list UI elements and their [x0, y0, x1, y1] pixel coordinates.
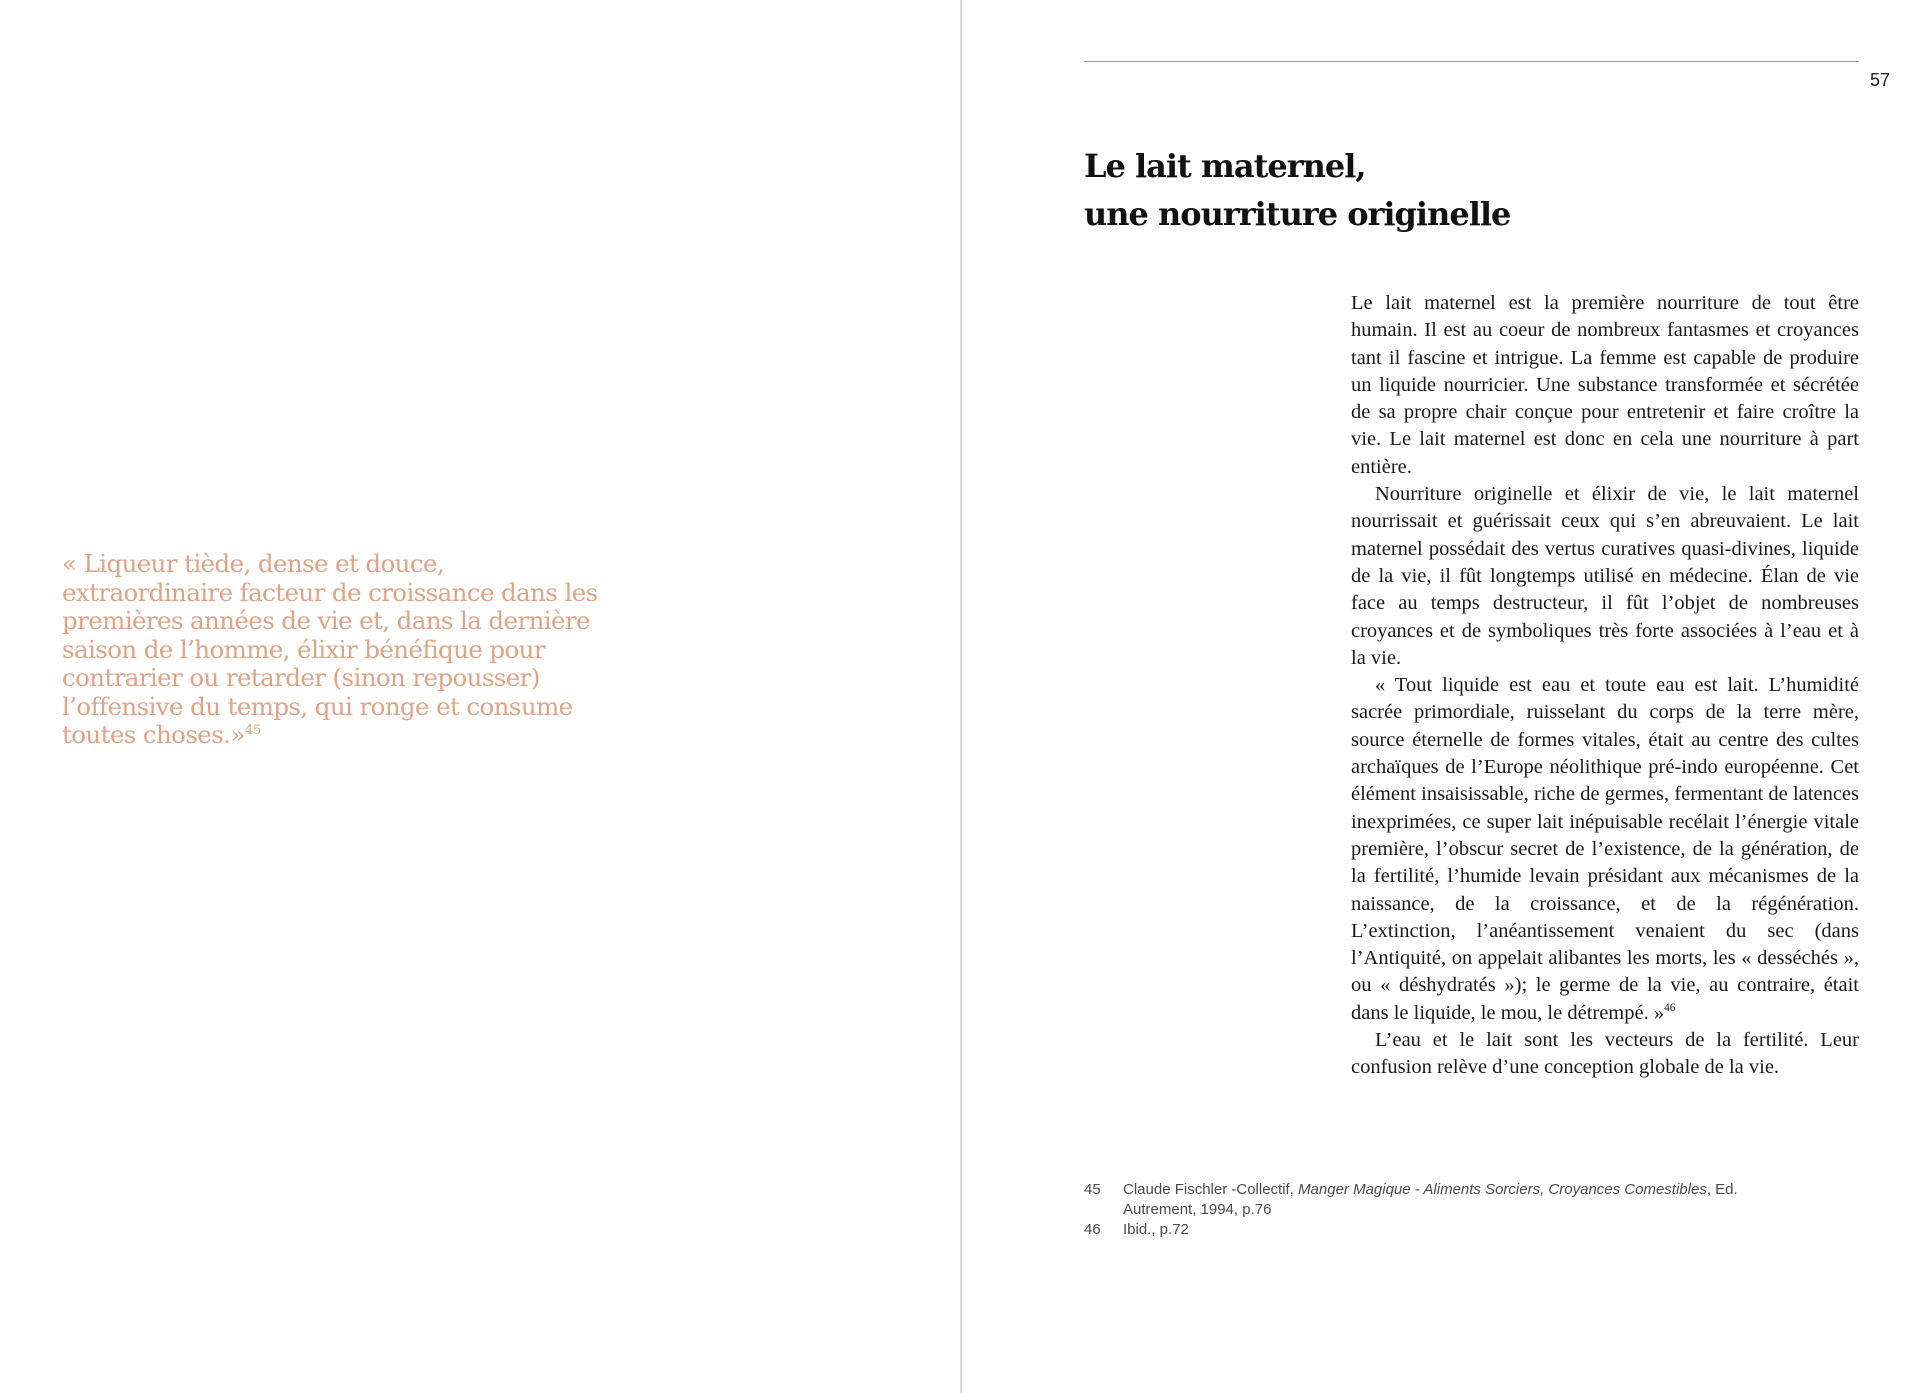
body-text: [1351, 290, 1859, 1082]
pull-quote-note-ref: 45: [244, 721, 261, 738]
footnote-author: Claude Fischler -Collectif,: [1123, 1181, 1299, 1198]
chapter-title-line-1: Le lait maternel,: [1084, 147, 1366, 185]
page-number: 57: [1869, 70, 1890, 90]
chapter-title: [1084, 142, 1784, 238]
paragraph-2: Nourriture originelle et élixir de vie, le lait maternel nourrissait et guérissait ceux qui s’en abreuvaient. Le lait maternel possédait des vertus curatives quasi-divines, liquide de la vie, il fût longtemps utilisé en médecine. Élan de vie face au temps destructeur, il fût l’objet de nombreuses croyances et de symboliques très forte associées à l’eau et à la vie.: [1351, 483, 1859, 669]
paragraph-3: [1351, 672, 1859, 1027]
paragraph-3-text: « Tout liquide est eau et toute eau est lait. L’humidité sacrée primordiale, ruisselant du corps de la terre mère, source éternelle de formes vitales, était au centre des cultes archaïques de l’Europe néolithique pré-indo européenne. Cet élément insaisissable, riche de germes, fermentant de latences inexprimées, ce super lait inépuisable recélait l’énergie vitale première, l’obscur secret de l’existence, de la génération, de la fertilité, l’humide levain présidant aux mécanismes de la naissance, de la croissance, et de la régénération. L’extinction, l’anéantissement venaient du sec (dans l’Antiquité, on appelait alibantes les morts, les « desséchés », ou « déshydratés »); le germe de la vie, au contraire, était dans le liquide, le mou, le détrempé. »: [1351, 674, 1859, 1024]
footnote-book-title: Manger Magique - Aliments Sorciers, Croyances Comestibles: [1298, 1181, 1707, 1198]
pull-quote-text: « Liqueur tiède, dense et douce, extraordinaire facteur de croissance dans les premières années de vie et, dans la dernière saison de l’homme, élixir bénéfique pour contrarier ou retarder (sinon repousser) l’offensive du temps, qui ronge et consume toutes choses.»: [62, 549, 598, 749]
footnote-text: [1123, 1180, 1784, 1220]
right-page: [962, 0, 1920, 1393]
footnote-45: [1084, 1180, 1784, 1220]
footnote-text: Ibid., p.72: [1123, 1221, 1189, 1238]
footnote-number: 45: [1084, 1181, 1101, 1198]
footnote-publication: , Ed. Autrement, 1994, p.76: [1123, 1181, 1738, 1218]
footnote-number: 46: [1084, 1221, 1101, 1238]
paragraph-4: L’eau et le lait sont les vecteurs de la fertilité. Leur confusion relève d’une conception globale de la vie.: [1351, 1029, 1859, 1079]
paragraph-1: Le lait maternel est la première nourriture de tout être humain. Il est au coeur de nombreux fantasmes et croyances tant il fascine et intrigue. La femme est capable de produire un liquide nourricier. Une substance transformée et sécrétée de sa propre chair conçue pour entretenir et faire croître la vie. Le lait maternel est donc en cela une nourriture à part entière.: [1351, 292, 1859, 478]
footnotes: [1084, 1180, 1784, 1240]
footnote-46: [1084, 1220, 1784, 1240]
chapter-title-line-2: une nourriture originelle: [1084, 195, 1511, 233]
header-rule: [1084, 61, 1859, 62]
paragraph-3-note-ref: 46: [1664, 1001, 1676, 1014]
pull-quote: [62, 550, 602, 750]
